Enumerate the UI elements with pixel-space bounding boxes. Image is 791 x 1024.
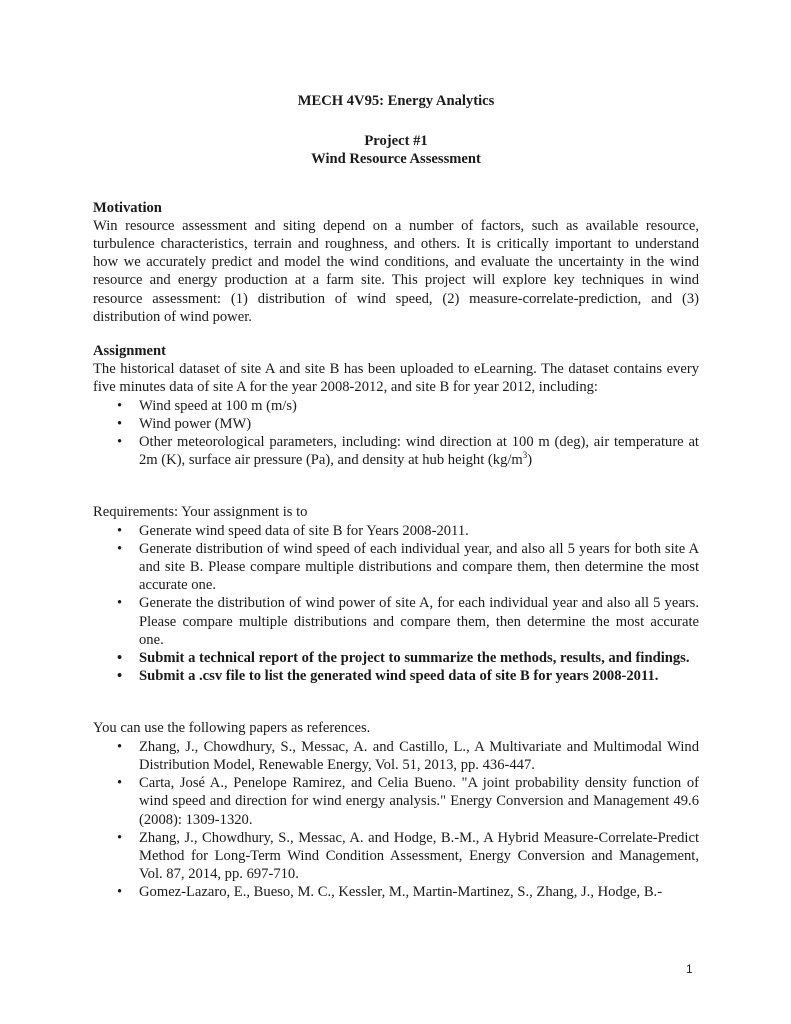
bullet-icon: • (117, 595, 123, 612)
references-intro: You can use the following papers as references. (93, 720, 371, 737)
list-item: • Zhang, J., Chowdhury, S., Messac, A. and Hodge, B.-M., A Hybrid Measure-Correlate-Predict Method for Long-Term Wind Condition Assessment, Energy Conversion and Management, Vol. 87, 2014, pp. 697-710. (117, 829, 699, 883)
bullet-icon: • (117, 522, 123, 539)
assignment-section (93, 342, 699, 469)
list-item: • Carta, José A., Penelope Ramirez, and Celia Bueno. "A joint probability density function of wind speed and direction for wind energy analysis." Energy Conversion and Management 49.6 (2008): 1309-1320. (117, 775, 699, 828)
bullet-icon: • (117, 397, 123, 414)
page-number: 1 (686, 962, 693, 976)
motivation-heading: Motivation (93, 199, 162, 216)
motivation-section (93, 199, 699, 326)
requirements-list (93, 522, 699, 686)
project-title: Wind Resource Assessment (311, 151, 481, 168)
list-item: • Generate wind speed data of site B for Years 2008-2011. (117, 522, 469, 539)
assignment-list (93, 397, 699, 470)
list-item: • Generate the distribution of wind power of site A, for each individual year and also all 5 years. Please compare multiple distributions and compare them, then determine the most accurate one. (117, 595, 699, 648)
references-list (93, 738, 699, 902)
list-item: • Zhang, J., Chowdhury, S., Messac, A. and Castillo, L., A Multivariate and Multimodal Wind Distribution Model, Renewable Energy, Vol. 51, 2013, pp. 436-447. (117, 738, 699, 773)
requirements-section (93, 503, 699, 685)
list-item: • Generate distribution of wind speed of each individual year, and also all 5 years for both site A and site B. Please compare multiple distributions and compare them, then determine the most accurate one. (117, 540, 699, 594)
list-item: • Submit a .csv file to list the generated wind speed data of site B for years 2008-2011. (117, 668, 659, 685)
list-item: • Wind speed at 100 m (m/s) (117, 397, 297, 414)
list-item: • Submit a technical report of the project to summarize the methods, results, and findings. (117, 650, 690, 667)
bullet-icon: • (117, 434, 123, 451)
bullet-icon: • (117, 540, 123, 557)
bullet-icon: • (117, 829, 123, 846)
project-number: Project #1 (364, 133, 428, 150)
bullet-icon: • (117, 415, 123, 432)
bullet-icon: • (117, 884, 123, 901)
bullet-icon: • (117, 738, 123, 755)
references-section (93, 719, 699, 901)
document-page (93, 92, 699, 902)
list-item: • Other meteorological parameters, including: wind direction at 100 m (deg), air temperature at 2m (K), surface air pressure (Pa), and density at hub height $(kg/m^3)$ (117, 434, 699, 469)
bullet-icon: • (117, 668, 123, 685)
list-item: • Wind power (MW) (117, 415, 252, 432)
assignment-text: The historical dataset of site A and site B has been uploaded to eLearning. The dataset contains every five minutes data of site A for the year 2008-2012, and site B for year 2012, including: (93, 361, 699, 396)
list-item: • Gomez-Lazaro, E., Bueso, M. C., Kessler, M., Martin-Martinez, S., Zhang, J., Hodge, B.- (117, 884, 663, 901)
course-title: MECH 4V95: Energy Analytics (297, 93, 495, 109)
assignment-heading: Assignment (93, 343, 166, 360)
motivation-text: Win resource assessment and siting depend on a number of factors, such as available resource, turbulence characteristics, terrain and roughness, and others. It is critically important to understand how we accurately predict and model the wind conditions, and evaluate the uncertainty in the wind resource and energy production at a farm site. This project will explore key techniques in wind resource assessment: (1) distribution of wind speed, (2) measure-correlate-prediction, and (3) distribution of wind power. (93, 217, 699, 325)
requirements-intro: Requirements: Your assignment is to (93, 504, 308, 521)
bullet-icon: • (117, 775, 123, 792)
bullet-icon: • (117, 650, 123, 667)
